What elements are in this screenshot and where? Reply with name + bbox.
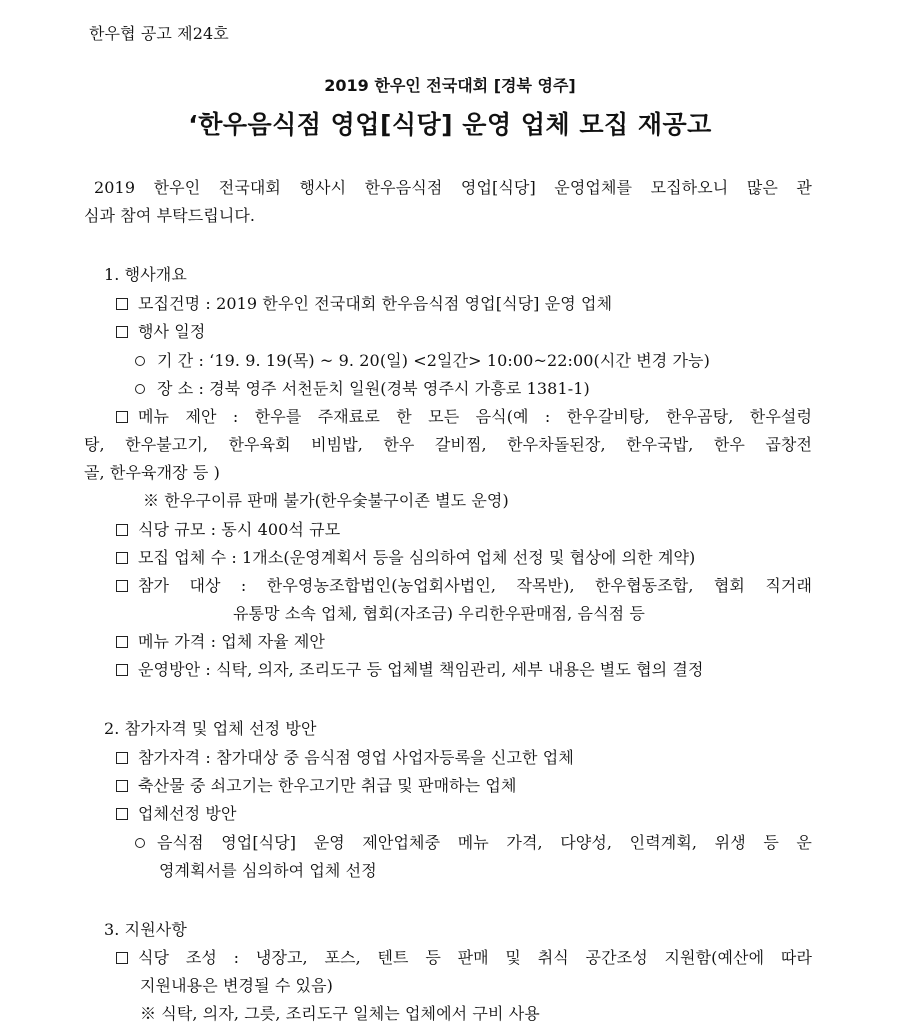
square-bullet-icon (116, 411, 128, 423)
square-bullet-icon (116, 808, 128, 820)
selection-detail-line-2: 영계획서를 심의하여 업체 선정 (159, 861, 377, 880)
intro-line-2: 심과 참여 부탁드립니다. (84, 206, 256, 225)
section-2-heading: 2. 참가자격 및 업체 선정 방안 (104, 719, 317, 738)
notice-title: ‘한우음식점 영업[식당] 운영 업체 모집 재공고 (188, 110, 712, 139)
support-item-line-2: 지원내용은 변경될 수 있음) (140, 976, 334, 995)
circle-bullet-icon (135, 356, 145, 366)
price-text: 메뉴 가격 : 업체 자율 제안 (138, 632, 325, 651)
square-bullet-icon (116, 752, 128, 764)
target-item-line-2: 유통망 소속 업체, 협회(자조금) 우리한우판매점, 음식점 등 (233, 604, 645, 623)
qualification-text: 참가자격 : 참가대상 중 음식점 영업 사업자등록을 신고한 업체 (138, 748, 574, 767)
price-item (116, 634, 325, 650)
count-text: 모집 업체 수 : 1개소(운영계획서 등을 심의하여 업체 선정 및 협상에 의한 계약) (138, 548, 696, 567)
scale-item (116, 522, 340, 538)
square-bullet-icon (116, 326, 128, 338)
square-bullet-icon (116, 780, 128, 792)
square-bullet-icon (116, 552, 128, 564)
square-bullet-icon (116, 524, 128, 536)
qualification-item (116, 750, 574, 766)
menu-line-1-text: 메뉴 제안 : 한우를 주재료로 한 모든 음식(예 : 한우갈비탕, 한우곰탕, 한우설렁 (138, 407, 812, 426)
section-1-heading: 1. 행사개요 (104, 265, 187, 284)
schedule-item (116, 324, 205, 340)
section-3-heading: 3. 지원사항 (104, 920, 187, 939)
intro-line-1: 2019 한우인 전국대회 행사시 한우음식점 영업[식당] 운영업체를 모집하오니 많은 관 (94, 178, 812, 197)
selection-detail-line-1 (135, 835, 812, 851)
period-item (135, 353, 710, 369)
square-bullet-icon (116, 298, 128, 310)
support-note: ※ 식탁, 의자, 그릇, 조리도구 일체는 업체에서 구비 사용 (140, 1004, 540, 1023)
target-line-1-text: 참가 대상 : 한우영농조합법인(농업회사법인, 작목반), 한우협동조합, 협회 직거래 (138, 576, 812, 595)
selection-text: 업체선정 방안 (138, 804, 237, 823)
schedule-text: 행사 일정 (138, 322, 206, 341)
menu-item-line-2: 탕, 한우불고기, 한우육회 비빔밥, 한우 갈비찜, 한우차돌된장, 한우국밥, 한우 곱창전 (84, 435, 812, 454)
recruit-name-item (116, 296, 612, 312)
support-line-1-text: 식당 조성 : 냉장고, 포스, 텐트 등 판매 및 취식 공간조성 지원함(예산에 따라 (138, 948, 812, 967)
operation-item (116, 662, 704, 678)
support-item-line-1 (116, 950, 812, 966)
scale-text: 식당 규모 : 동시 400석 규모 (138, 520, 341, 539)
doc-number: 한우협 공고 제24호 (89, 24, 229, 43)
place-item (135, 381, 590, 397)
place-text: 장 소 : 경북 영주 서천둔치 일원(경북 영주시 가흥로 1381-1) (157, 379, 590, 398)
square-bullet-icon (116, 664, 128, 676)
square-bullet-icon (116, 636, 128, 648)
selection-detail-line-1-text: 음식점 영업[식당] 운영 제안업체중 메뉴 가격, 다양성, 인력계획, 위생 등 운 (157, 833, 812, 852)
square-bullet-icon (116, 952, 128, 964)
menu-note: ※ 한우구이류 판매 불가(한우숯불구이존 별도 운영) (143, 491, 509, 510)
target-item-line-1 (116, 578, 812, 594)
square-bullet-icon (116, 580, 128, 592)
circle-bullet-icon (135, 384, 145, 394)
operation-text: 운영방안 : 식탁, 의자, 조리도구 등 업체별 책임관리, 세부 내용은 별도 협의 결정 (138, 660, 704, 679)
circle-bullet-icon (135, 838, 145, 848)
period-text: 기 간 : ‘19. 9. 19(목) ~ 9. 20(일) <2일간> 10:00~22:00(시간 변경 가능) (157, 351, 710, 370)
recruit-name-text: 모집건명 : 2019 한우인 전국대회 한우음식점 영업[식당] 운영 업체 (138, 294, 613, 313)
livestock-text: 축산물 중 쇠고기는 한우고기만 취급 및 판매하는 업체 (138, 776, 517, 795)
livestock-item (116, 778, 517, 794)
count-item (116, 550, 695, 566)
selection-item (116, 806, 237, 822)
event-subtitle: 2019 한우인 전국대회 [경북 영주] (324, 76, 576, 95)
menu-item-line-1 (116, 409, 812, 425)
menu-item-line-3: 골, 한우육개장 등 ) (84, 463, 220, 482)
